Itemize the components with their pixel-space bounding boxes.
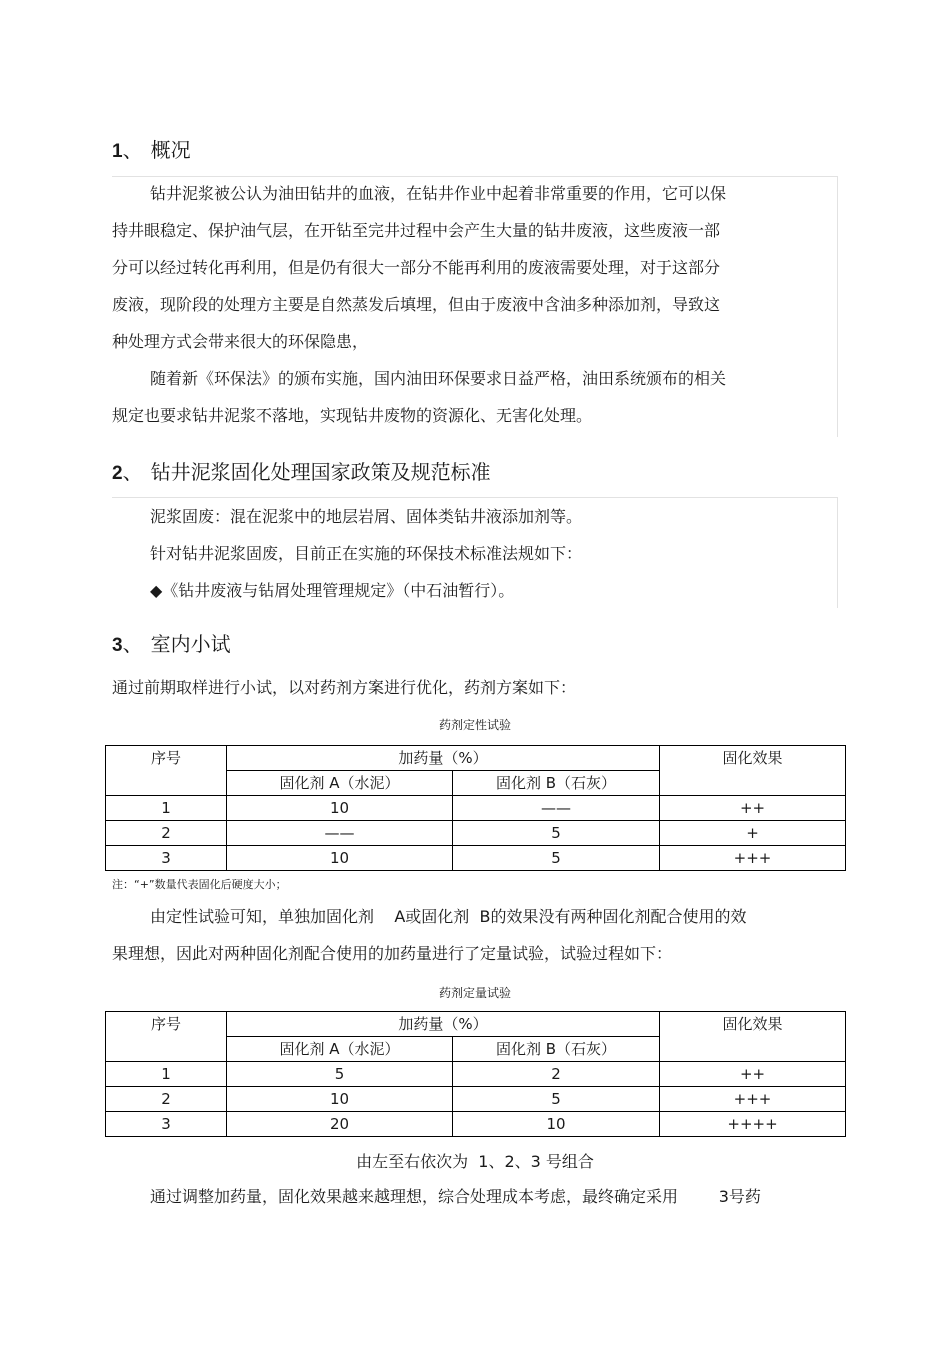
section-3-sep: 、 [122,632,143,656]
table-cell: —— [453,796,660,821]
table-1-note: 注：“+”数量代表固化后硬度大小； [112,878,287,891]
table-cell: 10 [227,796,453,821]
section-3-final-line: 通过调整加药量，固化效果越来越理想，综合处理成本考虑，最终确定采用 3号药 [150,1187,761,1206]
table-cell: ++ [660,796,846,821]
table-cell: 1 [106,796,227,821]
table-cell: 5 [453,1087,660,1112]
table-cell: 2 [453,1062,660,1087]
combination-caption: 由左至右依次为 1、2、3 号组合 [356,1152,594,1171]
table-row [106,821,846,846]
table-cell: ++++ [660,1112,846,1137]
table-cell: 10 [453,1112,660,1137]
section-1-sep: 、 [122,138,143,162]
table-cell: 2 [106,1087,227,1112]
s1-line-6: 随着新《环保法》的颁布实施，国内油田环保要求日益严格，油田系统颁布的相关 [150,369,727,388]
section-2-heading [112,456,491,485]
s3-para2-line-1: 由定性试验可知，单独加固化剂 A或固化剂 B的效果没有两种固化剂配合使用的效 [150,907,747,926]
s1-line-3: 分可以经过转化再利用，但是仍有很大一部分不能再利用的废液需要处理，对于这部分 [112,258,721,277]
s1-line-2: 持井眼稳定、保护油气层，在开钻至完井过程中会产生大量的钻井废液，这些废液一部 [112,221,721,240]
qualitative-test-table [105,745,846,871]
section-1-title: 概况 [150,138,191,162]
table-2-header-dose: 加药量（%） [227,1012,660,1037]
s2-line-2: 针对钻井泥浆固废，目前正在实施的环保技术标准法规如下： [150,544,583,563]
section-3-title: 室内小试 [150,632,231,656]
s1-line-1: 钻井泥浆被公认为油田钻井的血液，在钻井作业中起着非常重要的作用，它可以保 [150,184,727,203]
table-cell: 20 [227,1112,453,1137]
table-row [106,1062,846,1087]
section-3-number: 3 [112,635,123,656]
table-1-header-agent-a: 固化剂 A（水泥） [227,771,453,796]
s3-para2-line-2: 果理想，因此对两种固化剂配合使用的加药量进行了定量试验，试验过程如下： [112,944,673,963]
s2-line-3: ◆《钻井废液与钻屑处理管理规定》（中石油暂行）。 [150,581,515,600]
table-cell: ++ [660,1062,846,1087]
table-cell: 5 [453,821,660,846]
section-3-heading [112,628,231,657]
table-cell: 2 [106,821,227,846]
table-2-header-agent-a: 固化剂 A（水泥） [227,1037,453,1062]
table-1-caption: 药剂定性试验 [438,718,511,732]
section-1-heading [112,134,191,163]
section-2-title: 钻井泥浆固化处理国家政策及规范标准 [150,460,491,484]
table-2-caption: 药剂定量试验 [438,986,511,1000]
table-cell: 5 [453,846,660,871]
section-1-body [112,175,832,434]
table-2-header-effect: 固化效果 [660,1012,846,1062]
table-1-header-agent-b: 固化剂 B（石灰） [453,771,660,796]
section-3-intro: 通过前期取样进行小试，以对药剂方案进行优化，药剂方案如下： [112,678,577,697]
table-cell: + [660,821,846,846]
table-row [106,1087,846,1112]
s1-line-7: 规定也要求钻井泥浆不落地，实现钻井废物的资源化、无害化处理。 [112,406,593,425]
table-1-header-no: 序号 [106,746,227,796]
table-row [106,796,846,821]
table-cell: +++ [660,1087,846,1112]
table-cell: 10 [227,846,453,871]
s2-line-1: 泥浆固废：混在泥浆中的地层岩屑、固体类钻井液添加剂等。 [150,507,583,526]
table-2-header-agent-b: 固化剂 B（石灰） [453,1037,660,1062]
table-1-header-dose: 加药量（%） [227,746,660,771]
table-1-header-effect: 固化效果 [660,746,846,796]
table-cell: —— [227,821,453,846]
table-cell: 5 [227,1062,453,1087]
table-cell: 3 [106,1112,227,1137]
table-cell: 3 [106,846,227,871]
section-2-sep: 、 [122,460,143,484]
s1-line-5: 种处理方式会带来很大的环保隐患， [112,332,369,351]
section-3-para-2 [112,898,842,972]
table-2-header-no: 序号 [106,1012,227,1062]
table-cell: 1 [106,1062,227,1087]
s1-line-4: 废液，现阶段的处理方主要是自然蒸发后填埋，但由于废液中含油多种添加剂，导致这 [112,295,721,314]
section-2-number: 2 [112,463,123,484]
quantitative-test-table [105,1011,846,1137]
section-1-number: 1 [112,141,123,162]
section-2-body [150,498,830,609]
table-cell: 10 [227,1087,453,1112]
table-row [106,1112,846,1137]
table-cell: +++ [660,846,846,871]
table-row [106,846,846,871]
